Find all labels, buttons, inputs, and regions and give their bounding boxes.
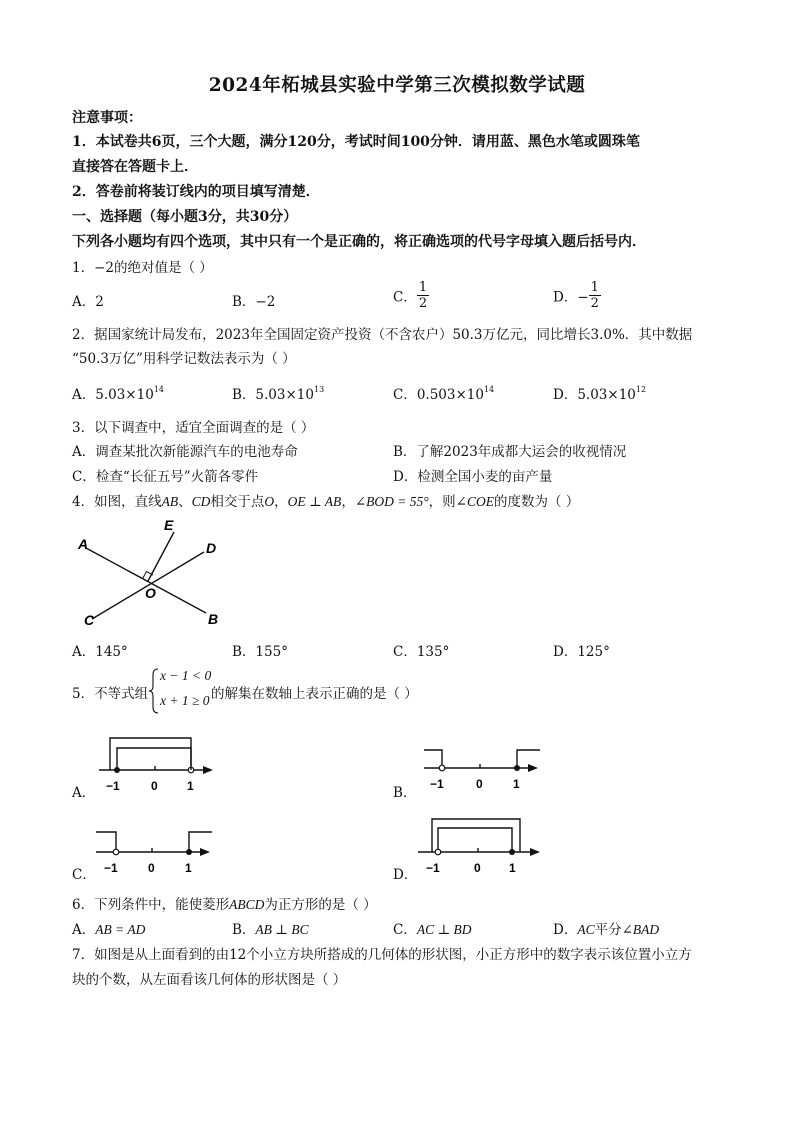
notice-item-2: 2．答卷前将装订线内的项目填写清楚． [72,184,320,200]
q4-point-o: O [264,494,275,509]
q6-option-a-label: A． [72,922,96,938]
q5-number-line-c [92,822,217,878]
q2-option-d [553,383,646,403]
q4-right-angle-mark [143,572,153,579]
q5-option-d-label: D． [393,867,418,883]
q4-stem-text-d: 的度数为（ ） [493,494,580,510]
q4-line-cd: CD [191,494,211,509]
q2-option-c [393,383,494,403]
q6-option-b-label: B． [232,922,256,938]
q6-option-d-math-1: AC [577,922,595,937]
q3-stem: 3．以下调查中，适宜全面调查的是（ ） [72,420,315,436]
q5-brace [148,667,160,715]
q2-option-c-exponent: 14 [483,385,495,394]
q7-line-2: 块的个数，从左面看该几何体的形状图是（ ） [72,972,347,988]
q4-option-a: A．145° [72,644,128,660]
q4-ray-oe [148,532,174,581]
tick-label: 0 [151,779,158,793]
tick-label: −1 [106,779,120,793]
q1-option-c [393,280,429,311]
q2-option-b [232,383,324,403]
q5-number-line-a [95,730,220,795]
tick-label: 1 [509,861,516,875]
q1-option-d-label: D．− [553,289,589,306]
q4-comma: ， [274,494,288,510]
q4-label-o: O [145,585,156,601]
q1-option-a: A．2 [72,294,104,310]
q2-option-a-base: A．5.03×10 [72,387,154,403]
q4-option-c: C．135° [393,644,450,660]
q4-asked-angle: ∠COE [455,494,494,509]
q6-option-d-math-2: ∠BAD [621,922,660,937]
q1-stem: 1．−2的绝对值是（ ） [72,260,213,276]
q4-label-d: D [206,540,217,556]
q4-label-b: B [208,611,219,627]
tick-label: 0 [476,777,483,791]
tick-label: 0 [474,861,481,875]
section-1-heading: 一、选择题（每小题3分，共30分） [72,209,298,225]
q4-stem [72,490,579,510]
q4-label-c: C [84,612,95,628]
notice-heading: 注意事项： [72,110,142,126]
q6-option-c [393,918,472,938]
q3-option-a: A．调查某批次新能源汽车的电池寿命 [72,444,298,460]
q2-option-a [72,383,164,403]
q2-option-c-base: C．0.503×10 [393,387,484,403]
q6-stem [72,893,377,913]
q4-separator: 、 [178,494,192,510]
q6-option-d-text: 平分 [594,922,622,938]
q6-stem-text-b: 为正方形的是（ ） [264,897,377,913]
q4-label-e: E [164,517,174,533]
tick-label: −1 [104,861,118,875]
q4-option-b: B．155° [232,644,288,660]
q6-option-a-math: AB = AD [95,922,146,937]
q5-number-line-d [414,812,549,878]
q2-option-d-exponent: 12 [635,385,647,394]
q5-option-a-label: A． [72,785,96,801]
q1-option-c-fraction [417,280,429,311]
notice-item-1-line-2: 直接答在答题卡上． [72,159,198,175]
q6-option-a [72,918,145,938]
fraction-denominator: 2 [590,296,599,311]
exam-title: 2024年柘城县实验中学第三次模拟数学试题 [208,75,586,96]
fraction-numerator: 1 [418,280,428,295]
q5-option-b-label: B． [393,785,417,801]
q4-figure [72,515,232,630]
q3-option-c: C．检查“长征五号”火箭各零件 [72,469,259,485]
q5-stem-b: 的解集在数轴上表示正确的是（ ） [211,686,418,702]
q4-stem-text-c: ，则 [428,494,456,510]
q6-stem-text-a: 6．下列条件中，能使菱形 [72,897,230,913]
q5-stem-a: 5．不等式组 [72,686,149,702]
q4-line-ab: AB [161,494,179,509]
q4-given-angle: ∠BOD = 55° [354,494,429,509]
notice-item-1-line-1: 1．本试卷共6页，三个大题，满分120分，考试时间100分钟．请用蓝、黑色水笔或圆珠笔 [72,134,640,150]
q4-comma: ， [341,494,355,510]
q6-option-c-label: C． [393,922,417,938]
q2-option-d-base: D．5.03×10 [553,387,636,403]
q5-inequality-1: x − 1 < 0 [160,668,212,683]
q2-option-b-exponent: 13 [313,385,325,394]
q4-option-d: D．125° [553,644,610,660]
q4-line-ab-path [86,548,206,613]
q1-option-c-label: C． [393,289,417,306]
fraction-denominator: 2 [418,296,428,311]
q1-option-d-fraction [589,280,601,311]
q6-option-b [232,918,309,938]
q6-shape-name: ABCD [229,897,265,912]
q6-option-d-label: D． [553,922,578,938]
q5-option-c-label: C． [72,867,96,883]
q2-line-2: “50.3万亿”用科学记数法表示为（ ） [72,351,296,367]
q1-option-b: B．−2 [232,294,276,310]
q3-option-b: B．了解2023年成都大运会的收视情况 [393,444,627,460]
q6-option-b-math: AB ⊥ BC [255,922,309,937]
q3-option-d: D．检测全国小麦的亩产量 [393,469,553,485]
q7-line-1: 7．如图是从上面看到的由12个小立方块所搭成的几何体的形状图，小正方形中的数字表示该位置小立方 [72,947,692,963]
tick-label: 1 [513,777,520,791]
section-1-instruction: 下列各小题均有四个选项，其中只有一个是正确的，将正确选项的代号字母填入题后括号内． [72,234,646,250]
tick-label: 0 [148,861,155,875]
q6-option-d [553,918,659,938]
tick-label: −1 [426,861,440,875]
q4-perpendicular: OE ⊥ AB [287,494,342,509]
tick-label: −1 [430,777,444,791]
q5-number-line-b [418,738,548,796]
tick-label: 1 [187,779,194,793]
q4-label-a: A [78,536,89,552]
q4-stem-text-b: 相交于点 [210,494,265,510]
q2-option-a-exponent: 14 [153,385,164,394]
q2-option-b-base: B．5.03×10 [232,387,314,403]
tick-label: 1 [185,861,192,875]
q2-line-1: 2．据国家统计局发布，2023年全国固定资产投资（不含农户）50.3万亿元，同比增长3.0%．其中数据 [72,327,693,343]
fraction-numerator: 1 [590,280,599,295]
q6-option-c-math: AC ⊥ BD [416,922,472,937]
q5-inequality-2: x + 1 ≥ 0 [160,693,210,708]
q1-option-d [553,280,601,311]
q4-stem-text-a: 4．如图，直线 [72,494,162,510]
